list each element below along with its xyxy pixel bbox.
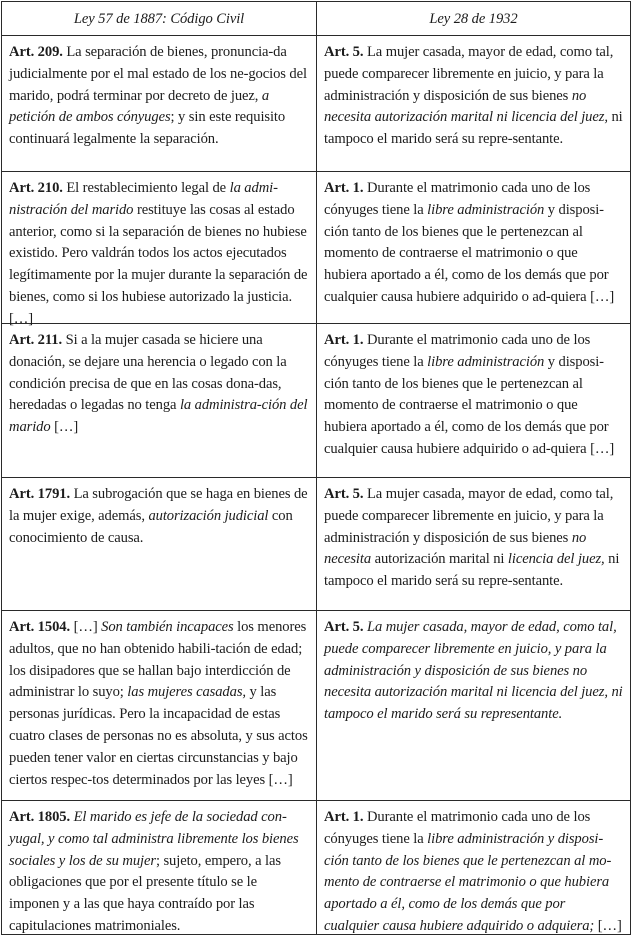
cell-ley-1932 [317,801,630,934]
cell-codigo-civil [2,478,317,610]
cell-ley-1932 [317,172,630,323]
emphasized-text: autorización judicial [148,507,269,524]
article-text: los menores adultos, que no han obtenido habili-tación de edad; los disipadores que se hallan bajo interdicción de administrar lo suyo; [9,619,307,701]
emphasized-text: libre administración y disposi-ción tanto de los bienes que le pertenezcan al mo-mento de contraerse el matrimonio o que hubiera aportado a él, como de los demás que por cualquier causa hubiere adquirido o adquiera; [324,830,612,934]
article-text: Durante el matrimonio cada uno de los cónyuges tiene la [324,332,591,370]
cell-codigo-civil [2,172,317,327]
emphasized-text: la admi-nistración del marido [9,180,278,218]
article-text: Durante el matrimonio cada uno de los cónyuges tiene la [324,809,591,847]
article-text: La mujer casada, mayor de edad, como tal, puede comparecer libremente en juicio, y para la administración y disposición de sus bienes [324,486,614,546]
header-ley-57-1887: Ley 57 de 1887: Código Civil [2,2,317,35]
table-row [2,36,630,172]
article-number: Art. 1. [324,332,364,348]
cell-codigo-civil [2,36,317,171]
article-number: Art. 5. [324,44,364,60]
cell-ley-1932 [317,611,630,800]
article-number: Art. 1. [324,180,364,196]
article-number: Art. 1791. [9,486,71,502]
article-text: autorización marital ni [371,551,508,568]
article-text: ni tampoco el marido será su repre-sentante. [324,109,623,148]
emphasized-text: a petición de ambos cónyuges [9,87,270,126]
emphasized-text: Son también incapaces [101,619,234,635]
article-text: La mujer casada, mayor de edad, como tal, puede comparecer libremente en juicio, y para la administración y disposición de sus bienes [324,44,614,104]
article-text: y disposi-ción tanto de los bienes que le pertenezcan al momento de contraerse el matrimonio o que hubiera aportado a él, como de los demás que por cualquier causa hubiere adquirido o ad-quiera […] [324,353,615,457]
emphasized-text: licencia del juez, [507,551,605,568]
article-number: Art. 210. [9,180,63,196]
cell-codigo-civil [2,611,317,800]
article-text: y disposi-ción tanto de los bienes que le pertenezcan al momento de contraerse el matrimonio o que hubiera aportado a él, como de los demás que por cualquier causa hubiere adquirido o ad-quiera […] [324,201,615,305]
article-text: […] [594,917,622,934]
table-row [2,478,630,611]
cell-codigo-civil [2,324,317,477]
article-number: Art. 5. [324,619,364,635]
article-text: ; sujeto, empero, a las obligaciones que por el presente título se le imponen y a las que haya contraído por las capitulaciones matrimoniales. [9,852,281,934]
emphasized-text: La mujer casada, mayor de edad, como tal, puede comparecer libremente en juicio, y para la administración y disposición de sus bienes no necesita autorización marital ni licencia del juez, ni tampoco el marido será su representante. [324,619,623,723]
table-row [2,611,630,801]
article-number: Art. 209. [9,44,63,60]
cell-ley-1932 [317,324,630,477]
cell-ley-1932 [317,36,630,171]
table-row [2,801,630,934]
article-text: […] [70,619,102,635]
article-number: Art. 1805. [9,809,71,825]
table-header-row [2,2,630,36]
emphasized-text: la administra-ción del marido [9,397,308,436]
article-number: Art. 1. [324,809,364,825]
emphasized-text: no necesita [324,529,587,568]
emphasized-text: no necesita autorización marital ni licencia del juez, [324,87,608,126]
emphasized-text: El marido es jefe de la sociedad con-yugal, y como tal administra libremente los bienes sociales y los de su mujer [9,809,299,869]
article-text: y las personas jurídicas. Pero la incapacidad de estas cuatro clases de personas no es absoluta, y sus actos pueden tener valor en ciertas circunstancias y bajo ciertos respec-tos determinados por las leyes […] [9,684,308,788]
cell-codigo-civil [2,801,317,934]
emphasized-text: libre administración [427,353,545,370]
article-text: La subrogación que se haga en bienes de la mujer exige, además, [9,486,308,524]
header-ley-28-1932: Ley 28 de 1932 [429,11,518,27]
article-text: restituye las cosas al estado anterior, como si la separación de bienes no hubiese existido. Pero valdrán todos los actos ejecutados legítimamente por la mujer durante la separación de bienes, como si los hubiese autorizado la justicia. […] [9,201,308,327]
article-text: ; y sin este requisito continuará legalmente la separación. [9,109,286,148]
article-number: Art. 5. [324,486,364,502]
article-text: con conocimiento de causa. [9,507,293,546]
article-text: Durante el matrimonio cada uno de los cónyuges tiene la [324,180,591,218]
article-number: Art. 1504. [9,619,71,635]
article-text: Si a la mujer casada se hiciere una donación, se dejare una herencia o legado con la condición precisa de que en las cosas dona-das, heredadas o legadas no tenga [9,332,287,414]
article-text: ni tampoco el marido será su repre-sentante. [324,551,620,590]
article-text: El restablecimiento legal de [62,180,230,196]
emphasized-text: libre administración [427,201,545,218]
article-text: […] [50,419,79,436]
table-row [2,324,630,478]
cell-ley-1932 [317,478,630,610]
emphasized-text: las mujeres casadas, [127,684,246,701]
article-number: Art. 211. [9,332,63,348]
article-text: La separación de bienes, pronuncia-da judicialmente por el mal estado de los ne-gocios del marido, podrá terminar por decreto de juez, [9,44,307,104]
table-row [2,172,630,327]
comparison-table [1,1,631,935]
